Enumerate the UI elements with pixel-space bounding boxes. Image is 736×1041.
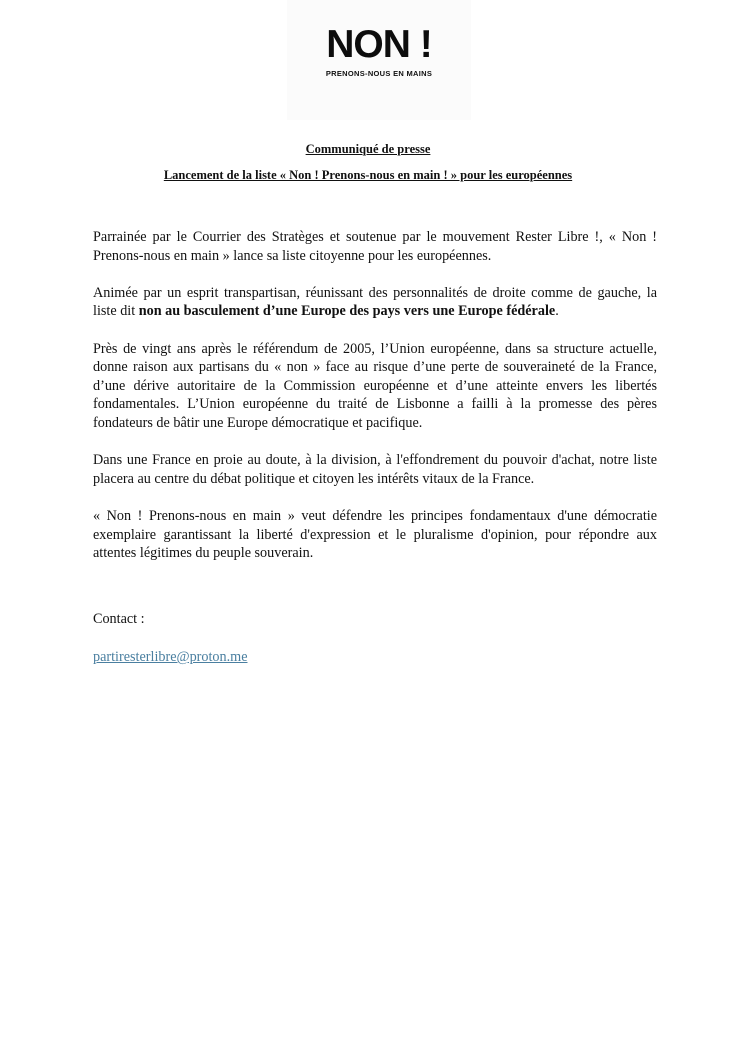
logo-wordmark: NON ! [326, 23, 432, 66]
paragraph-2-emphasis: non au basculement d’une Europe des pays vers une Europe fédérale [138, 303, 556, 320]
logo [287, 0, 471, 120]
paragraph-2 [93, 284, 657, 321]
paragraph-2-tail: . [555, 303, 559, 320]
document-title: Lancement de la liste « Non ! Prenons-nous en main ! » pour les européennes [163, 168, 573, 182]
contact-email-link[interactable]: partiresterlibre@proton.me [93, 649, 248, 665]
paragraph-1: Parrainée par le Courrier des Stratèges et soutenue par le mouvement Rester Libre !, « Non ! Prenons-nous en main » lance sa liste citoyenne pour les européennes. [93, 229, 657, 264]
paragraph-3: Près de vingt ans après le référendum de 2005, l’Union européenne, dans sa structure actuelle, donne raison aux partisans du « non » face au risque d’une perte de souveraineté de la France, d’une dérive autoritaire de la Commission européenne et d’une atteinte envers les libertés fondamentales. L’Union européenne du traité de Lisbonne a failli à la promesse des pères fondateurs de bâtir une Europe démocratique et pacifique. [93, 340, 657, 431]
paragraph-2-lead: Animée par un esprit transpartisan, réunissant des personnalités de droite comme de gauche, la liste dit [93, 284, 657, 320]
contact-label: Contact : [93, 611, 145, 627]
paragraph-4: Dans une France en proie au doute, à la division, à l'effondrement du pouvoir d'achat, notre liste placera au centre du débat politique et citoyen les intérêts vitaux de la France. [93, 452, 657, 487]
document-body [93, 228, 657, 581]
press-release-label: Communiqué de presse [305, 142, 431, 156]
logo-tagline: PRENONS-NOUS EN MAINS [325, 69, 433, 78]
paragraph-5: « Non ! Prenons-nous en main » veut défendre les principes fondamentaux d'une démocratie exemplaire garantissant la liberté d'expression et le pluralisme d'opinion, pour répondre aux attentes légitimes du peuple souverain. [93, 507, 657, 562]
